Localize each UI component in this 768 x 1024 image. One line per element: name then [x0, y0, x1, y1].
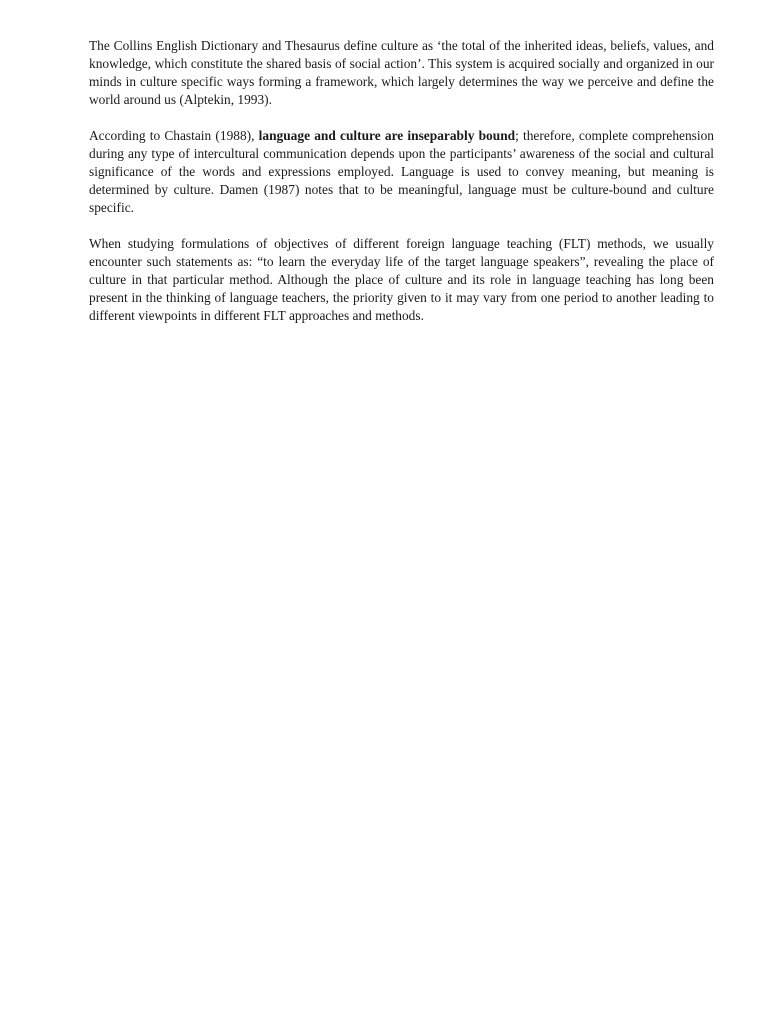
paragraph-culture-definition [89, 37, 714, 109]
emphasized-phrase: language and culture are inseparably bound [258, 128, 516, 143]
paragraph-text: The Collins English Dictionary and Thesaurus define culture as ‘the total of the inherited ideas, beliefs, values, and knowledge, which constitute the shared basis of social action’. This system is acquired socially and organized in our minds in culture specific ways forming a framework, which largely determines the way we perceive and define the world around us (Alptekin, 1993). [89, 38, 714, 107]
paragraph-text: When studying formulations of objectives of different foreign language teaching (FLT) methods, we usually encounter such statements as: “to learn the everyday life of the target language speakers”, revealing the place of culture in that particular method. Although the place of culture and its role in language teaching has long been present in the thinking of language teachers, the priority given to it may vary from one period to another leading to different viewpoints in different FLT approaches and methods. [89, 236, 714, 323]
paragraph-text-after: ; therefore, complete comprehension during any type of intercultural communication depends upon the participants’ awareness of the social and cultural significance of the words and expressions employed. Language is used to convey meaning, but meaning is determined by culture. Damen (1987) notes that to be meaningful, language must be culture-bound and culture specific. [89, 128, 714, 215]
paragraph-language-culture [89, 127, 714, 217]
paragraph-text-before: According to Chastain (1988), [89, 128, 259, 143]
paragraph-flt-methods [89, 235, 714, 325]
document-body [89, 37, 714, 343]
